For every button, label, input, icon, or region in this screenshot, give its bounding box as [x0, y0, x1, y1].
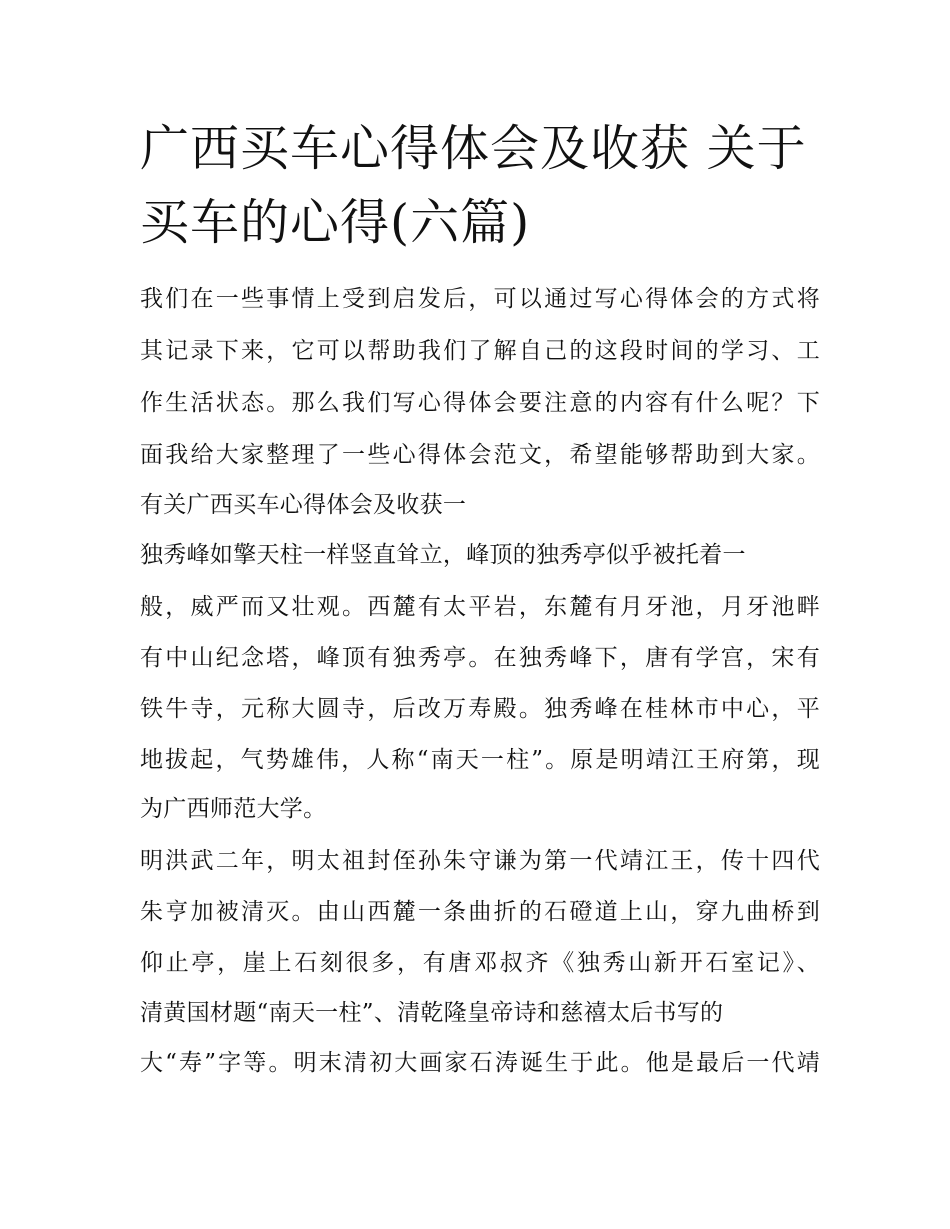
- body-text-line: 仰止亭，崖上石刻很多，有唐邓叔齐《独秀山新开石室记》、: [140, 950, 820, 976]
- body-text-line: 般，威严而又壮观。西麓有太平岩，东麓有月牙池，月牙池畔: [140, 594, 820, 620]
- body-text-line: 地拔起，气势雄伟，人称“南天一柱”。原是明靖江王府第，现: [140, 747, 820, 773]
- body-text-line: 独秀峰如擎天柱一样竖直耸立，峰顶的独秀亭似乎被托着一: [140, 542, 746, 568]
- body-text-line: 明洪武二年，明太祖封侄孙朱守谦为第一代靖江王，传十四代: [140, 848, 820, 874]
- body-text-line: 清黄国材题“南天一柱”、清乾隆皇帝诗和慈禧太后书写的: [140, 1000, 724, 1026]
- document-title: 广西买车心得体会及收获 关于买车的心得(六篇): [140, 120, 807, 251]
- body-text-line: 大“寿”字等。明末清初大画家石涛诞生于此。他是最后一代靖: [140, 1050, 820, 1076]
- body-text-line: 其记录下来，它可以帮助我们了解自己的这段时间的学习、工: [140, 338, 820, 364]
- body-text-line: 面我给大家整理了一些心得体会范文，希望能够帮助到大家。: [140, 442, 820, 468]
- section-heading: 有关广西买车心得体会及收获一: [140, 492, 467, 518]
- body-text-line: 有中山纪念塔，峰顶有独秀亭。在独秀峰下，唐有学宫，宋有: [140, 645, 820, 671]
- body-text-line: 作生活状态。那么我们写心得体会要注意的内容有什么呢？下: [140, 390, 820, 416]
- body-text-line: 朱亨加被清灭。由山西麓一条曲折的石磴道上山，穿九曲桥到: [140, 899, 820, 925]
- body-text-line: 铁牛寺，元称大圆寺，后改万寿殿。独秀峰在桂林市中心，平: [140, 696, 820, 722]
- body-text-line: 我们在一些事情上受到启发后，可以通过写心得体会的方式将: [140, 286, 820, 312]
- body-text-line: 为广西师范大学。: [140, 796, 327, 822]
